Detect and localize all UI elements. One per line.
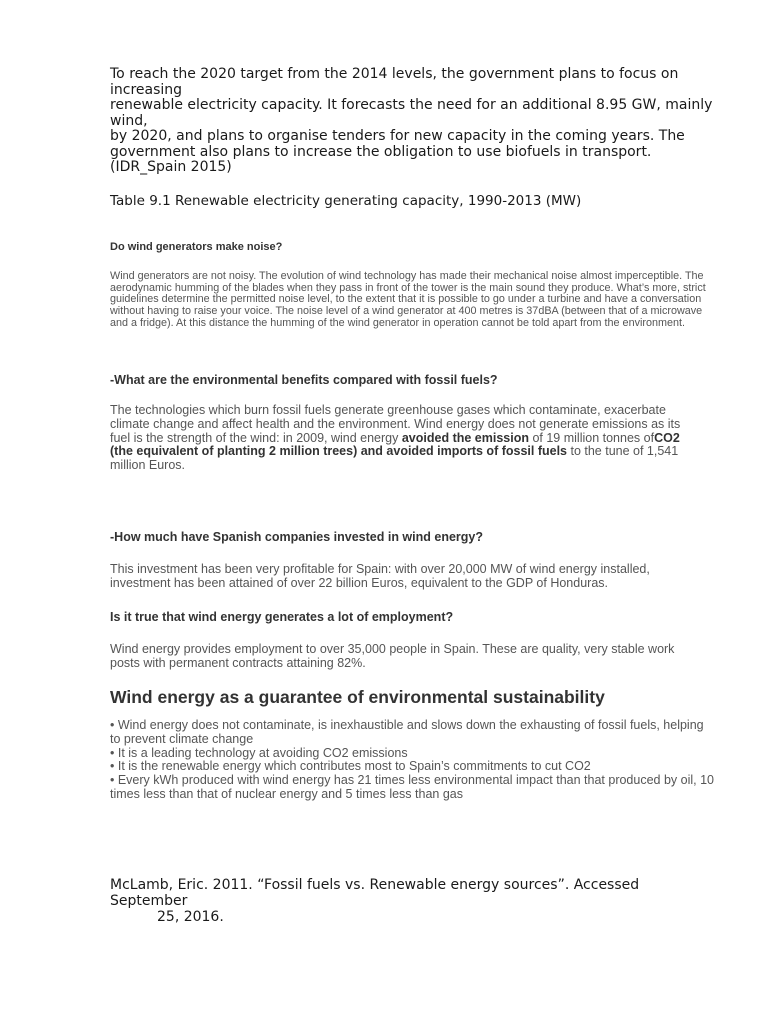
- question-noise: Do wind generators make noise?: [110, 241, 283, 253]
- reference-citation: [110, 877, 715, 925]
- answer-text: to the tune of 1,541 million Euros.: [110, 444, 679, 473]
- question-investment: -How much have Spanish companies invested in wind energy?: [110, 530, 483, 544]
- intro-line: To reach the 2020 target from the 2014 levels, the government plans to focus on increasing: [110, 66, 679, 98]
- answer-bold-text: CO2 (the equivalent of planting 2 million trees) and avoided imports of fossil fuels: [110, 430, 680, 459]
- answer-investment: This investment has been very profitable for Spain: with over 20,000 MW of wind energy installed, investment has been attained of over 22 billion Euros, equivalent to the GDP of Honduras.: [110, 562, 650, 590]
- question-employment: Is it true that wind energy generates a lot of employment?: [110, 610, 454, 624]
- list-item: • It is the renewable energy which contributes most to Spain’s commitments to cut CO2: [110, 759, 591, 774]
- answer-employment: Wind energy provides employment to over 35,000 people in Spain. These are quality, very stable work posts with permanent contracts attaining 82%.: [110, 642, 675, 670]
- reference-line: McLamb, Eric. 2011. “Fossil fuels vs. Renewable energy sources”. Accessed September: [110, 877, 640, 909]
- reference-line: 25, 2016.: [157, 909, 224, 925]
- intro-paragraph: [110, 67, 715, 176]
- section-heading: Wind energy as a guarantee of environmental sustainability: [110, 687, 605, 707]
- question-environmental-benefits: -What are the environmental benefits compared with fossil fuels?: [110, 373, 498, 387]
- answer-text: of 19 million tonnes of: [528, 430, 655, 445]
- intro-line: government also plans to increase the obligation to use biofuels in transport.: [110, 143, 652, 160]
- list-item: • It is a leading technology at avoiding CO2 emissions: [110, 745, 408, 760]
- answer-environmental-benefits: [110, 404, 702, 473]
- table-caption: Table 9.1 Renewable electricity generating capacity, 1990-2013 (MW): [110, 193, 582, 209]
- intro-line: by 2020, and plans to organise tenders for new capacity in the coming years. The: [110, 128, 685, 144]
- list-item: • Wind energy does not contaminate, is inexhaustible and slows down the exhausting of fossil fuels, helping to prevent climate change: [110, 718, 704, 746]
- answer-bold-text: avoided the emission: [401, 430, 529, 445]
- list-item: • Every kWh produced with wind energy has 21 times less environmental impact than that produced by oil, 10 times less than that of nuclear energy and 5 times less than gas: [110, 773, 714, 801]
- intro-line: renewable electricity capacity. It forecasts the need for an additional 8.95 GW, mainly wind,: [110, 97, 713, 129]
- benefits-list: [110, 719, 715, 802]
- intro-line: (IDR_Spain 2015): [110, 159, 232, 175]
- answer-text: The technologies which burn fossil fuels generate greenhouse gases which contaminate, exacerbate climate change and affect health and the environment. Wind energy does not generate emissions as its fuel is the strength of the wind: in 2009, wind energy: [110, 403, 681, 445]
- answer-noise: Wind generators are not noisy. The evolution of wind technology has made their mechanical noise almost imperceptible. The aerodynamic humming of the blades when they pass in front of the tower is the main sound they produce. What’s more, strict guidelines determine the permitted noise level, to the extent that it is possible to go under a turbine and have a conversation without having to raise your voice. The noise level of a wind generator at 400 metres is 37dBA (between that of a microwave and a fridge). At this distance the humming of the wind generator in operation cannot be told apart from the environment.: [110, 270, 706, 329]
